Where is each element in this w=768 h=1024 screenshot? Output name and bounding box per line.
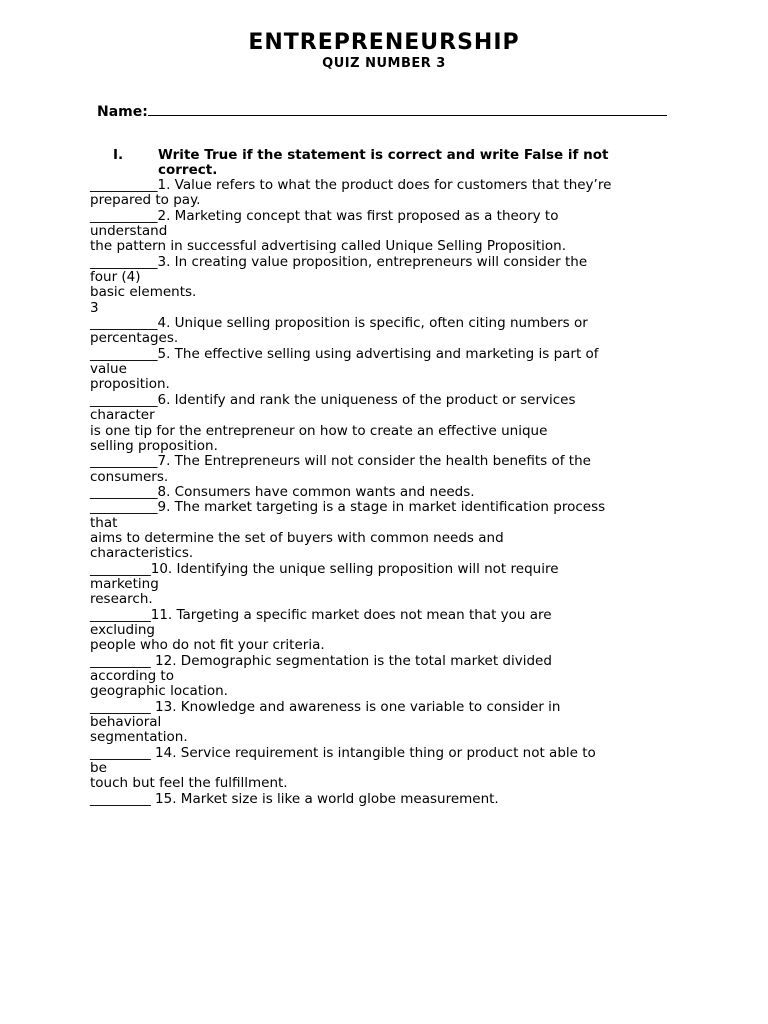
text-line: __________6. Identify and rank the uniqueness of the product or services <box>90 391 576 408</box>
text-line: marketing <box>90 575 159 592</box>
text-line: touch but feel the fulfillment. <box>90 775 288 792</box>
text-line: _________11. Targeting a specific market does not mean that you are <box>90 606 552 623</box>
text-line: is one tip for the entrepreneur on how to create an effective unique <box>90 422 548 439</box>
text-line: be <box>90 760 107 777</box>
text-line: __________9. The market targeting is a stage in market identification process <box>90 499 606 516</box>
text-line: proposition. <box>90 376 170 393</box>
text-line: _________10. Identifying the unique selling proposition will not require <box>90 560 559 577</box>
text-line: behavioral <box>90 714 162 731</box>
text-line: geographic location. <box>90 683 228 700</box>
name-field-row <box>97 101 667 120</box>
text-line: __________8. Consumers have common wants and needs. <box>90 483 475 500</box>
text-line: characteristics. <box>90 545 194 562</box>
text-line: four (4) <box>90 269 141 286</box>
text-line: that <box>90 514 118 531</box>
text-line: percentages. <box>90 330 179 347</box>
text-line: basic elements. <box>90 284 197 301</box>
text-line: prepared to pay. <box>90 192 201 209</box>
section-number: I. <box>113 147 124 163</box>
text-line: _________ 12. Demographic segmentation is the total market divided <box>90 652 552 669</box>
text-line: according to <box>90 668 174 684</box>
text-line: __________2. Marketing concept that was first proposed as a theory to <box>90 207 559 224</box>
text-line: excluding <box>90 621 155 638</box>
instruction-line-2: correct. <box>158 162 218 178</box>
text-line: _________ 13. Knowledge and awareness is one variable to consider in <box>90 698 561 715</box>
text-line: __________3. In creating value proposition, entrepreneurs will consider the <box>90 253 588 270</box>
text-line: _________ 14. Service requirement is intangible thing or product not able to <box>90 744 596 761</box>
text-line: consumers. <box>90 468 169 485</box>
text-line: selling proposition. <box>90 437 218 454</box>
text-line: __________5. The effective selling using advertising and marketing is part of <box>90 345 599 362</box>
text-line: 3 <box>90 299 99 316</box>
text-line: value <box>90 361 127 378</box>
text-line: research. <box>90 591 153 608</box>
text-line: _________ 15. Market size is like a world globe measurement. <box>90 790 499 807</box>
page-title: ENTREPRENEURSHIP <box>248 30 520 55</box>
text-line: people who do not fit your criteria. <box>90 637 325 654</box>
name-label: Name: <box>97 104 148 120</box>
instruction-line-1: Write True if the statement is correct and write False if not <box>158 147 609 163</box>
name-blank-line[interactable] <box>148 101 667 116</box>
text-line: __________7. The Entrepreneurs will not consider the health benefits of the <box>90 453 591 470</box>
text-line: segmentation. <box>90 729 188 746</box>
text-line: __________4. Unique selling proposition is specific, often citing numbers or <box>90 315 588 332</box>
text-line: character <box>90 407 155 424</box>
text-line: aims to determine the set of buyers with common needs and <box>90 529 504 546</box>
question-list <box>90 178 690 807</box>
text-line: __________1. Value refers to what the product does for customers that they’re <box>90 177 612 193</box>
text-line: the pattern in successful advertising called Unique Selling Proposition. <box>90 238 567 255</box>
instruction-text <box>158 148 678 178</box>
text-line: understand <box>90 223 168 240</box>
page-subtitle: QUIZ NUMBER 3 <box>322 56 446 71</box>
